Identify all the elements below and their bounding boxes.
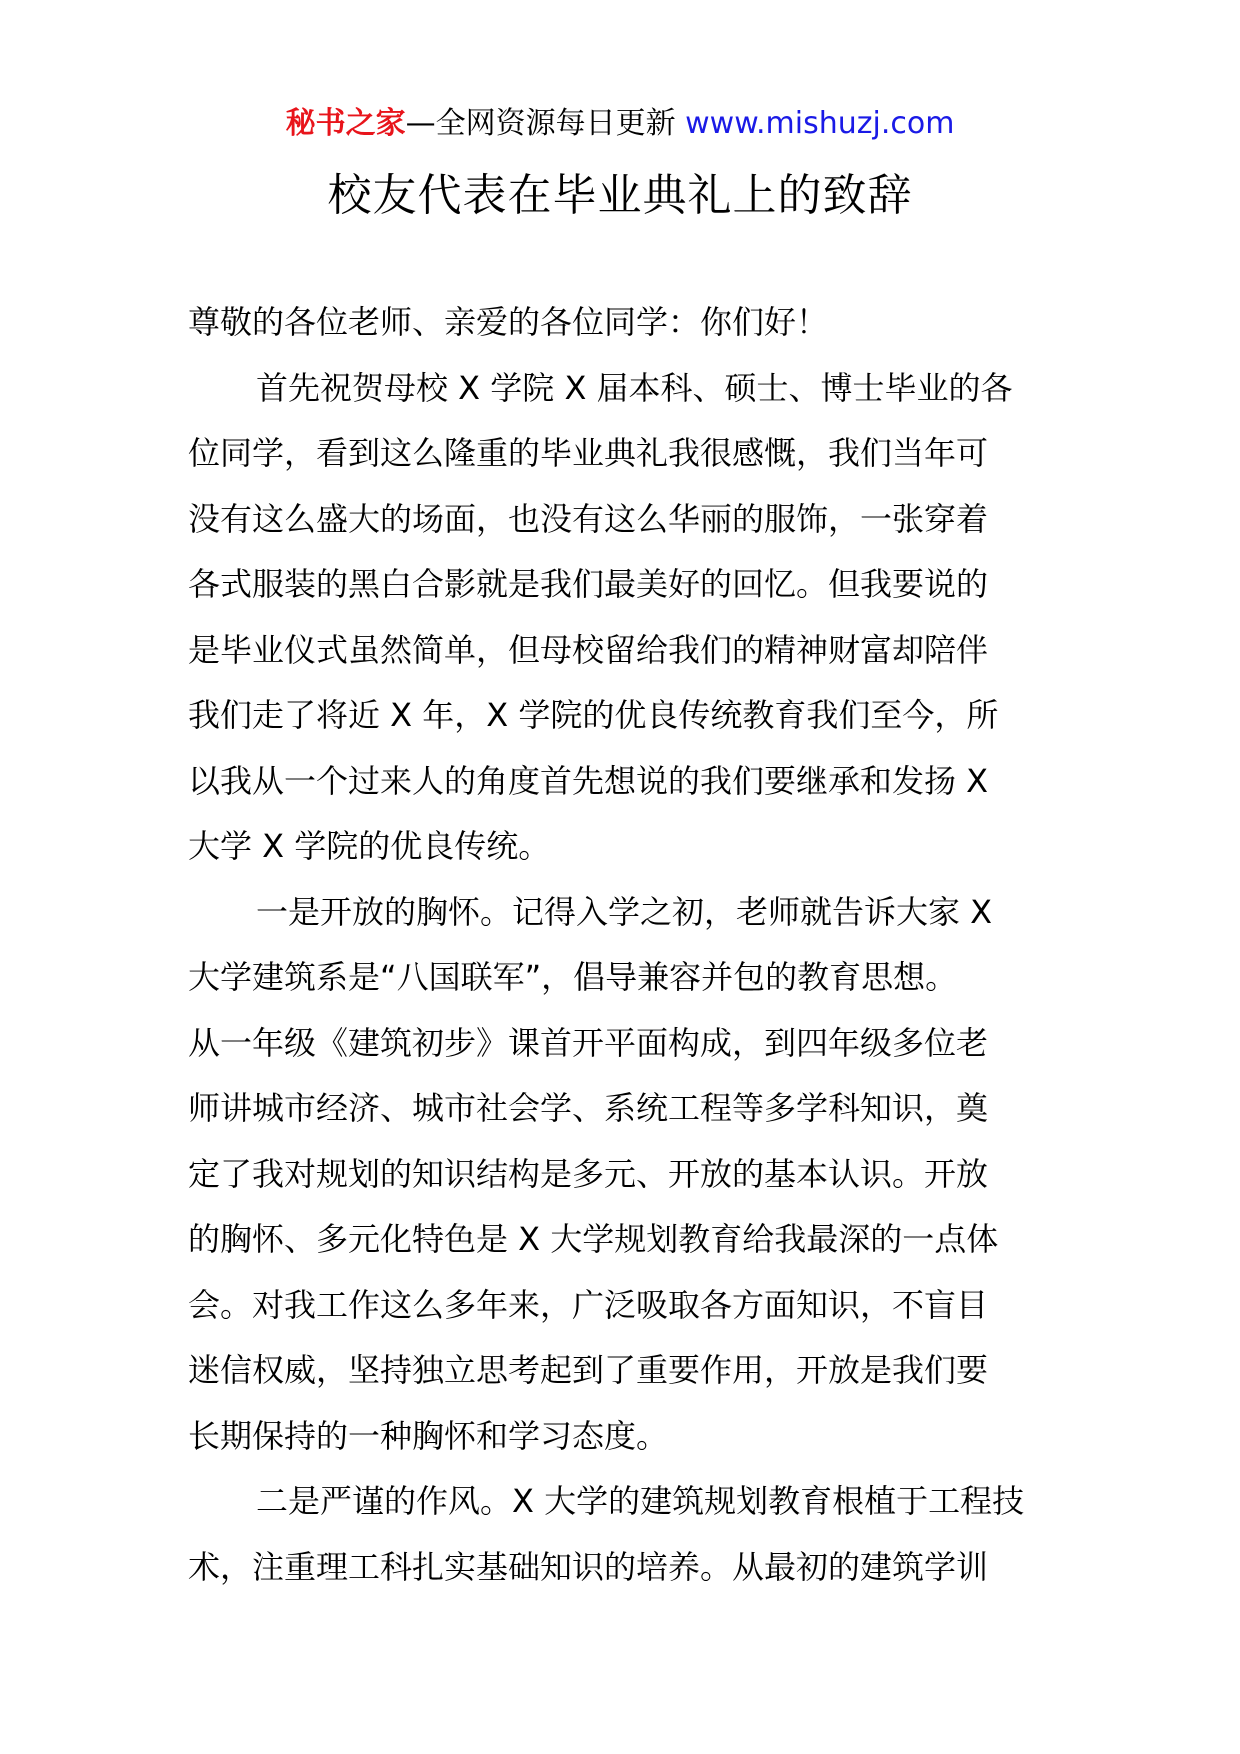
site-slogan: —全网资源每日更新 xyxy=(405,106,676,141)
text-line: 我们走了将近 X 年，X 学院的优良传统教育我们至今，所 xyxy=(188,696,999,734)
site-header xyxy=(0,100,1240,148)
text-line: 迷信权威，坚持独立思考起到了重要作用，开放是我们要 xyxy=(188,1351,989,1389)
site-brand: 秘书之家 xyxy=(285,106,406,141)
text-line: 尊敬的各位老师、亲爱的各位同学：你们好！ xyxy=(188,303,829,341)
text-line: 二是严谨的作风。X 大学的建筑规划教育根植于工程技 xyxy=(256,1482,1025,1520)
text-line: 定了我对规划的知识结构是多元、开放的基本认识。开放 xyxy=(188,1154,989,1193)
site-url-link[interactable]: www.mishuzj.com xyxy=(685,106,955,141)
document-body xyxy=(188,290,1058,1600)
document-title: 校友代表在毕业典礼上的致辞 xyxy=(327,170,913,221)
text-line: 位同学，看到这么隆重的毕业典礼我很感慨，我们当年可 xyxy=(188,434,989,472)
text-line: 各式服装的黑白合影就是我们最美好的回忆。但我要说的 xyxy=(188,565,989,603)
text-line: 长期保持的一种胸怀和学习态度。 xyxy=(188,1416,669,1455)
text-line: 首先祝贺母校 X 学院 X 届本科、硕士、博士毕业的各 xyxy=(256,368,1013,407)
text-line: 大学建筑系是“八国联军”，倡导兼容并包的教育思想。 xyxy=(188,958,958,996)
text-line: 的胸怀、多元化特色是 X 大学规划教育给我最深的一点体 xyxy=(188,1220,999,1258)
text-line: 从一年级《建筑初步》课首开平面构成，到四年级多位老 xyxy=(188,1023,989,1062)
text-line: 没有这么盛大的场面，也没有这么华丽的服饰，一张穿着 xyxy=(188,499,989,538)
text-line: 大学 X 学院的优良传统。 xyxy=(188,827,551,865)
text-line: 以我从一个过来人的角度首先想说的我们要继承和发扬 X xyxy=(188,761,989,800)
text-line: 术，注重理工科扎实基础知识的培养。从最初的建筑学训 xyxy=(188,1547,989,1586)
text-line: 一是开放的胸怀。记得入学之初，老师就告诉大家 X xyxy=(256,892,993,931)
text-line: 师讲城市经济、城市社会学、系统工程等多学科知识，奠 xyxy=(188,1089,989,1127)
text-line: 是毕业仪式虽然简单，但母校留给我们的精神财富却陪伴 xyxy=(188,630,989,669)
text-line: 会。对我工作这么多年来，广泛吸取各方面知识，不盲目 xyxy=(188,1285,989,1324)
